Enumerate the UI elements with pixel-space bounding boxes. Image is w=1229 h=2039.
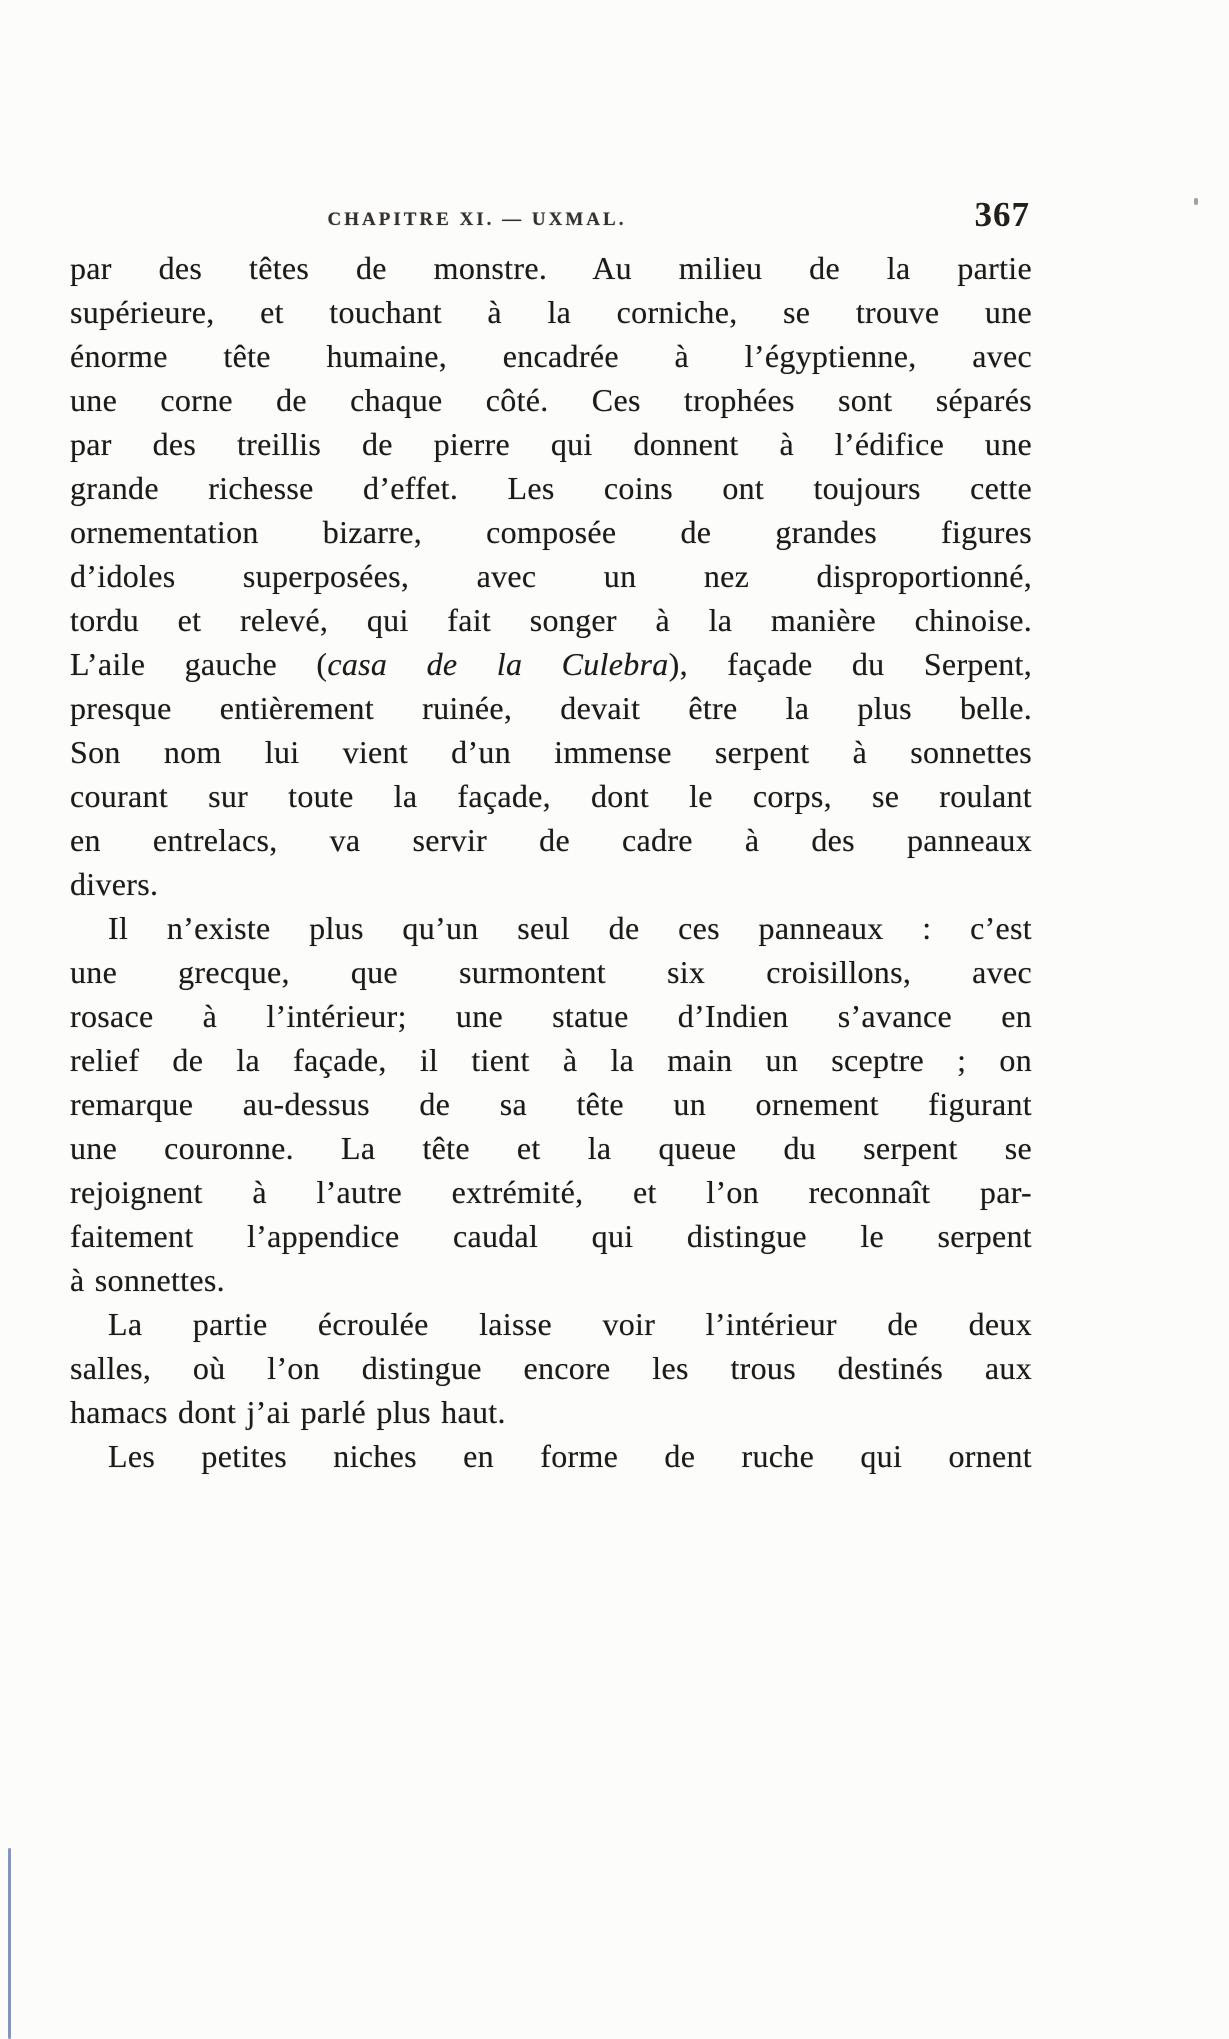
text-line [70, 1258, 1032, 1302]
text-segment: une couronne. La tête et la queue du serpent se [70, 1130, 1032, 1166]
text-segment: Les petites niches en forme de ruche qui ornent [108, 1438, 1032, 1474]
paragraph [70, 906, 1032, 1302]
text-segment: tordu et relevé, qui fait songer à la manière chinoise. [70, 602, 1032, 638]
text-line [70, 290, 1032, 334]
text-line [70, 510, 1032, 554]
text-line [70, 422, 1032, 466]
text-line [70, 906, 1032, 950]
text-segment: énorme tête humaine, encadrée à l’égyptienne, avec [70, 338, 1032, 374]
chapter-title: CHAPITRE XI. — UXMAL. [327, 209, 627, 230]
text-line [70, 1170, 1032, 1214]
page-header [70, 195, 1032, 244]
scan-artifact-line [8, 1848, 11, 2039]
text-segment: ), façade du Serpent, [668, 646, 1032, 682]
page-number: 367 [974, 195, 1030, 234]
text-line [70, 994, 1032, 1038]
text-line [70, 686, 1032, 730]
text-line [70, 818, 1032, 862]
text-line [70, 950, 1032, 994]
text-line [70, 1302, 1032, 1346]
text-line [70, 378, 1032, 422]
text-segment: courant sur toute la façade, dont le corps, se roulant [70, 778, 1032, 814]
text-segment: rejoignent à l’autre extrémité, et l’on reconnaît par- [70, 1174, 1032, 1210]
text-segment: hamacs dont j’ai parlé plus haut. [70, 1394, 506, 1430]
text-segment: rosace à l’intérieur; une statue d’Indien s’avance en [70, 998, 1032, 1034]
text-segment: une corne de chaque côté. Ces trophées sont séparés [70, 382, 1032, 418]
text-segment: L’aile gauche ( [70, 646, 328, 682]
text-segment: par des têtes de monstre. Au milieu de la partie [70, 250, 1032, 286]
text-segment: à sonnettes. [70, 1262, 225, 1298]
text-line [70, 1126, 1032, 1170]
paragraph [70, 1434, 1032, 1478]
text-segment: presque entièrement ruinée, devait être la plus belle. [70, 690, 1032, 726]
text-line [70, 598, 1032, 642]
text-line [70, 246, 1032, 290]
text-segment: par des treillis de pierre qui donnent à l’édifice une [70, 426, 1032, 462]
text-line [70, 554, 1032, 598]
text-block [70, 246, 1032, 1478]
text-line [70, 1038, 1032, 1082]
text-segment: salles, où l’on distingue encore les trous destinés aux [70, 1350, 1032, 1386]
text-segment: Il n’existe plus qu’un seul de ces panneaux : c’est [108, 910, 1032, 946]
text-segment: une grecque, que surmontent six croisillons, avec [70, 954, 1032, 990]
italic-text: casa de la Culebra [327, 646, 669, 682]
paragraph [70, 1302, 1032, 1434]
text-line [70, 1434, 1032, 1478]
text-segment: divers. [70, 866, 159, 902]
text-line [70, 1346, 1032, 1390]
scan-artifact-dot [1194, 198, 1198, 205]
text-segment: relief de la façade, il tient à la main un sceptre ; on [70, 1042, 1032, 1078]
text-line [70, 730, 1032, 774]
text-line [70, 1214, 1032, 1258]
text-segment: faitement l’appendice caudal qui distingue le serpent [70, 1218, 1032, 1254]
text-line [70, 466, 1032, 510]
text-segment: remarque au-dessus de sa tête un ornement figurant [70, 1086, 1032, 1122]
text-segment: grande richesse d’effet. Les coins ont toujours cette [70, 470, 1032, 506]
text-segment: supérieure, et touchant à la corniche, se trouve une [70, 294, 1032, 330]
text-line [70, 1082, 1032, 1126]
text-segment: La partie écroulée laisse voir l’intérieur de deux [108, 1306, 1032, 1342]
text-line [70, 334, 1032, 378]
text-segment: Son nom lui vient d’un immense serpent à sonnettes [70, 734, 1032, 770]
text-line [70, 862, 1032, 906]
text-line [70, 642, 1032, 686]
paragraph [70, 246, 1032, 906]
text-segment: en entrelacs, va servir de cadre à des panneaux [70, 822, 1032, 858]
text-segment: ornementation bizarre, composée de grandes figures [70, 514, 1032, 550]
text-segment: d’idoles superposées, avec un nez disproportionné, [70, 558, 1032, 594]
text-line [70, 1390, 1032, 1434]
text-line [70, 774, 1032, 818]
